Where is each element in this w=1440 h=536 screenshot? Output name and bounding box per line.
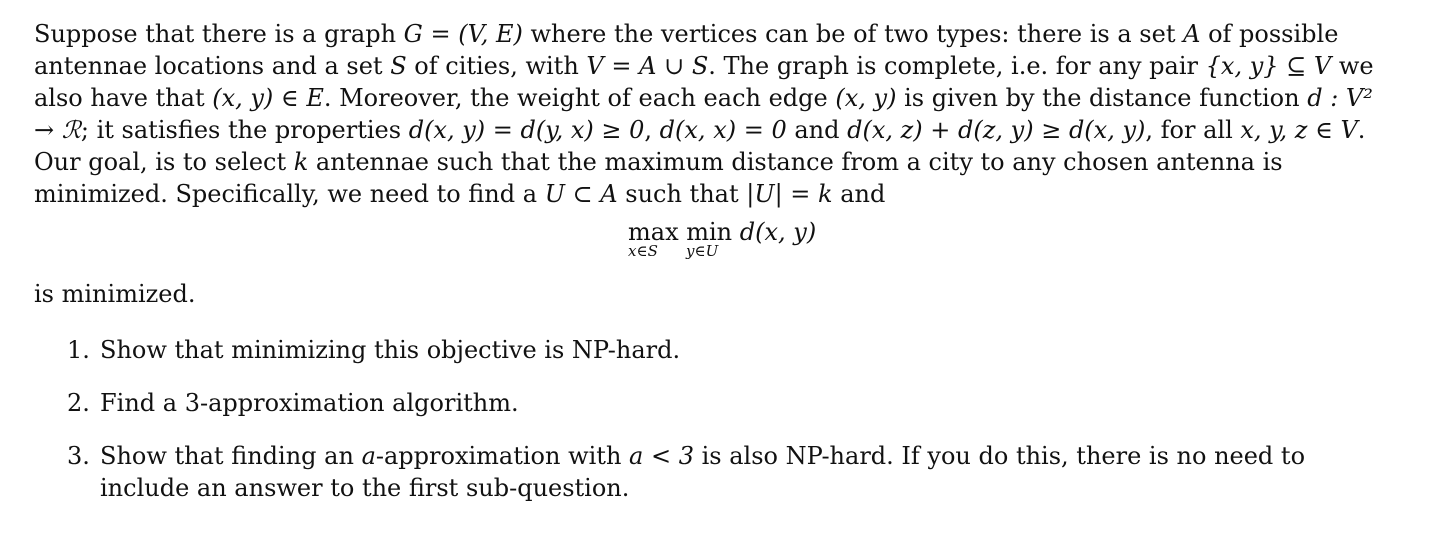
text-run: where the vertices can be of two types: there is a set — [522, 20, 1184, 48]
text-run: Show that minimizing this objective is NP-hard. — [100, 336, 681, 364]
math-inline: a — [361, 442, 376, 470]
item-number: 1. — [67, 336, 90, 364]
objective-formula — [34, 216, 1396, 278]
min-subscript: y∈U — [686, 242, 719, 260]
text-run: . Our goal, is to select — [34, 116, 1366, 176]
math-inline: d(x, y) = d(y, x) ≥ 0 — [408, 116, 645, 144]
text-run: and — [832, 180, 886, 208]
math-inline: k — [293, 148, 309, 176]
math-inline: (x, y) ∈ E — [212, 84, 324, 112]
text-run: , for all — [1145, 116, 1241, 144]
max-subscript: x∈S — [628, 242, 658, 260]
text-run: . The graph is complete, i.e. for any pair — [708, 52, 1206, 80]
math-inline: S — [390, 52, 407, 80]
minimized-sentence: is minimized. — [34, 280, 196, 308]
math-inline: x, y, z ∈ V — [1240, 116, 1358, 144]
subquestion-item — [34, 387, 1396, 419]
text-run: Show that finding an — [100, 442, 362, 470]
math-inline: (x, y) — [835, 84, 897, 112]
problem-statement — [34, 18, 1396, 210]
text-run: Suppose that there is a graph — [34, 20, 404, 48]
math-inline: d(x, x) = 0 — [659, 116, 787, 144]
math-inline: d : V² → ℛ — [34, 84, 1373, 144]
math-inline: G = (V, E) — [403, 20, 523, 48]
math-inline: |U| = k — [746, 180, 833, 208]
distance-expression: d(x, y) — [739, 218, 817, 246]
text-run: such that — [617, 180, 747, 208]
text-run: and — [786, 116, 848, 144]
text-run: . Moreover, the weight of each each edge — [323, 84, 836, 112]
math-inline: {x, y} ⊆ V — [1205, 52, 1332, 80]
text-run: is also NP-hard. If you do this, there is no need to include an answer to the first sub-question. — [100, 442, 1306, 502]
text-run: we also have that — [34, 52, 1374, 112]
math-inline: A — [1183, 20, 1201, 48]
subquestion-item — [34, 334, 1396, 366]
math-inline: V = A ∪ S — [586, 52, 709, 80]
item-number: 3. — [67, 442, 90, 470]
math-inline: U ⊂ A — [544, 180, 618, 208]
text-run: is given by the distance function — [896, 84, 1308, 112]
math-inline: d(x, z) + d(z, y) ≥ d(x, y) — [847, 116, 1146, 144]
subquestion-list — [34, 334, 1396, 504]
text-run: of possible antennae locations and a set — [34, 20, 1339, 80]
subquestion-item — [34, 440, 1396, 504]
text-run: ; it satisfies the properties — [80, 116, 409, 144]
problem-document — [34, 18, 1396, 525]
text-run: , — [644, 116, 660, 144]
text-run: Find a 3-approximation algorithm. — [100, 389, 519, 417]
text-run: -approximation with — [375, 442, 630, 470]
text-run: antennae such that the maximum distance from a city to any chosen antenna is minimized. Specifically, we need to find a — [34, 148, 1283, 208]
min-operator: min — [686, 218, 733, 246]
text-run: of cities, with — [406, 52, 587, 80]
max-operator: max — [628, 218, 679, 246]
item-number: 2. — [67, 389, 90, 417]
math-inline: a < 3 — [629, 442, 694, 470]
